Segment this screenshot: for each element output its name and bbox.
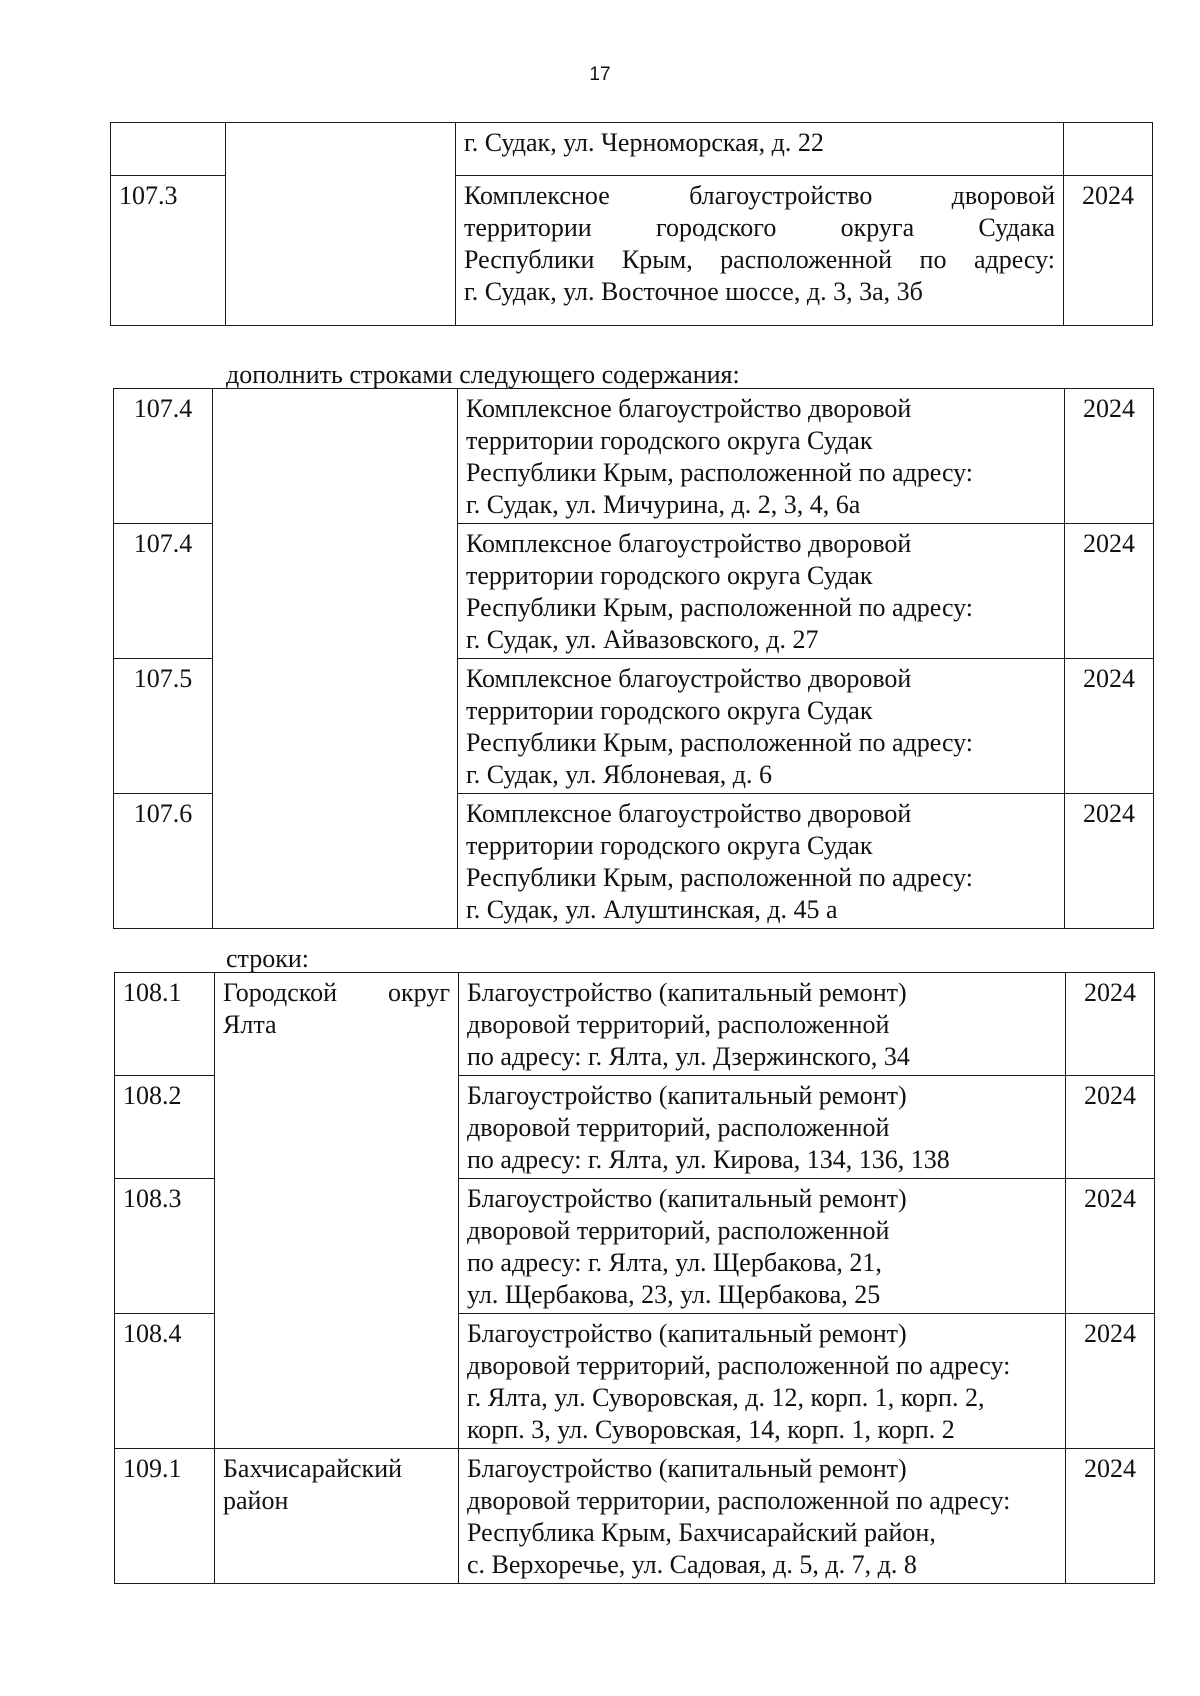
description-cell: Комплексное благоустройство дворовой территории городского округа Судак Республики Крым, расположенной по адресу: г. Судак, ул. Мичурина, д. 2, 3, 4, 6а: [458, 389, 1065, 524]
description-cell: Благоустройство (капитальный ремонт) дворовой территорий, расположенной по адресу: г. Ялта, ул. Кирова, 134, 136, 138: [459, 1076, 1066, 1179]
table-row: [114, 389, 1154, 524]
year-cell: [1064, 123, 1153, 176]
description-cell: Комплексное благоустройство дворовой территории городского округа Судака Республики Крым, расположенной по адресу: г. Судак, ул. Восточное шоссе, д. 3, 3а, 3б: [456, 176, 1064, 326]
municipality-cell-yalta: Городской округ Ялта: [215, 973, 459, 1449]
table-replaced-rows: [114, 972, 1155, 1584]
description-cell: Благоустройство (капитальный ремонт) дворовой территорий, расположенной по адресу: г. Ялта, ул. Щербакова, 21, ул. Щербакова, 23, ул. Щербакова, 25: [459, 1179, 1066, 1314]
table-row: [111, 123, 1153, 176]
year-cell: 2024: [1066, 1449, 1155, 1584]
year-cell: 2024: [1066, 1314, 1155, 1449]
row-number-cell: 107.4: [114, 524, 213, 659]
municipality-cell: [226, 123, 456, 326]
year-cell: 2024: [1065, 389, 1154, 524]
table-row: [115, 1449, 1155, 1584]
year-cell: 2024: [1065, 794, 1154, 929]
row-number-cell: 107.6: [114, 794, 213, 929]
row-number-cell: 108.3: [115, 1179, 215, 1314]
description-cell: Благоустройство (капитальный ремонт) дворовой территорий, расположенной по адресу: г. Ялта, ул. Дзержинского, 34: [459, 973, 1066, 1076]
table-continuation: [110, 122, 1153, 326]
description-cell: Комплексное благоустройство дворовой территории городского округа Судак Республики Крым, расположенной по адресу: г. Судак, ул. Яблоневая, д. 6: [458, 659, 1065, 794]
description-cell: г. Судак, ул. Черноморская, д. 22: [456, 123, 1064, 176]
page-number: 17: [589, 64, 611, 85]
year-cell: 2024: [1066, 973, 1155, 1076]
municipality-cell-bakhchisaray: Бахчисарайский район: [215, 1449, 459, 1584]
year-cell: 2024: [1066, 1179, 1155, 1314]
year-cell: 2024: [1064, 176, 1153, 326]
intro-text-add-rows: дополнить строками следующего содержания:: [226, 360, 740, 389]
description-cell: Благоустройство (капитальный ремонт) дворовой территорий, расположенной по адресу: г. Ялта, ул. Суворовская, д. 12, корп. 1, корп. 2, корп. 3, ул. Суворовская, 14, корп. 1, корп. 2: [459, 1314, 1066, 1449]
row-number-cell: 108.4: [115, 1314, 215, 1449]
table-added-rows: [113, 388, 1154, 929]
row-number-cell: 108.2: [115, 1076, 215, 1179]
year-cell: 2024: [1065, 659, 1154, 794]
table-row: [115, 973, 1155, 1076]
description-cell: Комплексное благоустройство дворовой территории городского округа Судак Республики Крым, расположенной по адресу: г. Судак, ул. Алуштинская, д. 45 а: [458, 794, 1065, 929]
year-cell: 2024: [1066, 1076, 1155, 1179]
municipality-cell: [213, 389, 458, 929]
year-cell: 2024: [1065, 524, 1154, 659]
row-number-cell: 107.5: [114, 659, 213, 794]
intro-text-rows: строки:: [226, 944, 309, 973]
row-number-cell: 107.3: [111, 176, 226, 326]
row-number-cell: 109.1: [115, 1449, 215, 1584]
row-number-cell: 108.1: [115, 973, 215, 1076]
description-cell: Комплексное благоустройство дворовой территории городского округа Судак Республики Крым, расположенной по адресу: г. Судак, ул. Айвазовского, д. 27: [458, 524, 1065, 659]
row-number-cell: [111, 123, 226, 176]
description-cell: Благоустройство (капитальный ремонт) дворовой территории, расположенной по адресу: Республика Крым, Бахчисарайский район, с. Верхоречье, ул. Садовая, д. 5, д. 7, д. 8: [459, 1449, 1066, 1584]
row-number-cell: 107.4: [114, 389, 213, 524]
